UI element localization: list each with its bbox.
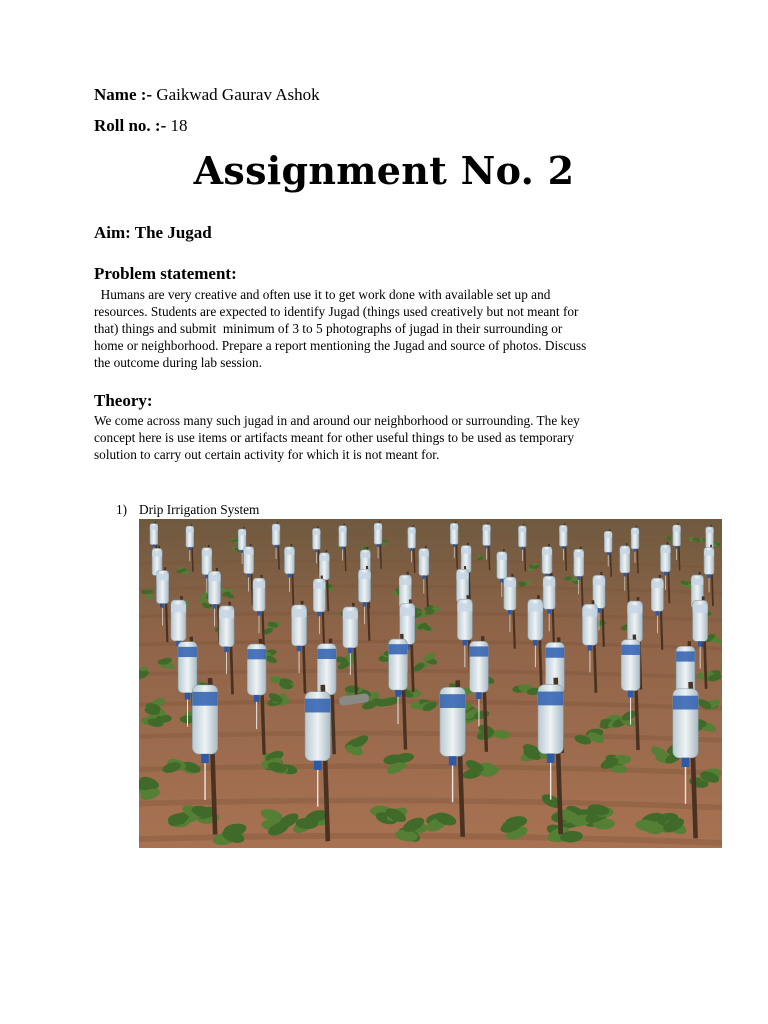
problem-statement-heading: Problem statement: <box>94 264 237 283</box>
theory-line: solution to carry out certain activity for which it is not meant for. <box>94 447 440 462</box>
list-item-label: Drip Irrigation System <box>139 502 260 517</box>
theory-line: concept here is use items or artifacts meant for other useful things to be used as temporary <box>94 430 575 445</box>
aim-heading: Aim: The Jugad <box>94 223 212 242</box>
theory-heading: Theory: <box>94 391 153 410</box>
roll-value: 18 <box>166 116 188 135</box>
problem-statement-line: resources. Students are expected to identify Jugad (things used creatively but not meant for <box>94 304 579 319</box>
problem-statement-line: that) things and submit minimum of 3 to 5 photographs of jugad in their surrounding or <box>94 321 563 336</box>
theory-line: We come across many such jugad in and around our neighborhood or surrounding. The key <box>94 413 580 428</box>
name-line <box>94 85 320 105</box>
roll-line <box>94 116 188 136</box>
page-title: Assignment No. 2 <box>193 148 575 193</box>
problem-statement-line: Humans are very creative and often use it to get work done with available set up and <box>94 287 551 302</box>
roll-label: Roll no. :- <box>94 116 167 135</box>
name-value: Gaikwad Gaurav Ashok <box>152 85 320 104</box>
list-item-number: 1) <box>116 502 128 517</box>
problem-statement-text <box>94 286 684 371</box>
problem-statement-line: the outcome during lab session. <box>94 355 263 370</box>
problem-statement-line: home or neighborhood. Prepare a report mentioning the Jugad and source of photos. Discuss <box>94 338 587 353</box>
drip-irrigation-photo <box>139 519 722 848</box>
name-label: Name :- <box>94 85 153 104</box>
list-item-drip-irrigation <box>116 502 259 518</box>
theory-text <box>94 412 694 463</box>
